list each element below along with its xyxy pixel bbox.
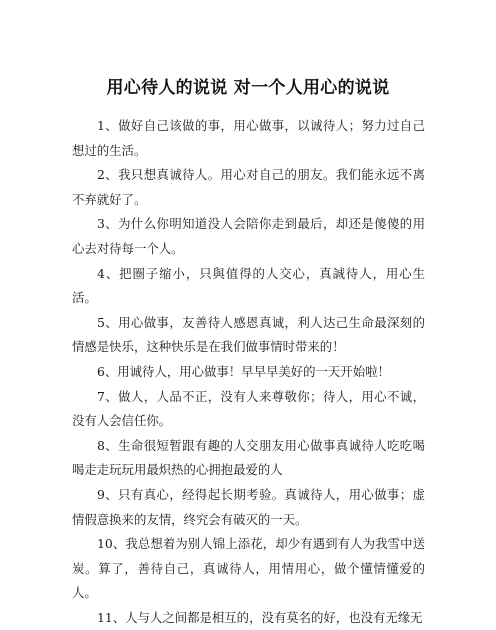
paragraph-9: 9、只有真心，经得起长期考验。真诚待人，用心做事；虚情假意换来的友情，终究会有破灭的一天。 [72,486,425,527]
page-title: 用心待人的说说 对一个人用心的说说 [106,78,390,98]
paragraph-7: 7、做人，人品不正，没有人来尊敬你；待人，用心不诚，没有人会信任你。 [72,388,425,429]
paragraph-11: 11、人与人之间都是相互的，没有莫名的好，也没有无缘无 [97,609,423,625]
paragraph-4: 4、把圈子缩小，只與值得的人交心，真誠待人，用心生活。 [72,265,425,306]
paragraph-6: 6、用诚待人，用心做事！早早早美好的一天开始啦！ [97,363,390,379]
paragraph-2: 2、我只想真诚待人。用心对自己的朋友。我们能永远不离不弃就好了。 [72,167,425,207]
article-body [72,114,425,630]
paragraph-10: 10、我总想着为别人锦上添花，却少有遇到有人为我雪中送炭。算了，善待自己，真诚待人，用情用心，做个懂情懂爱的人。 [72,536,425,601]
paragraph-1: 1、做好自己该做的事，用心做事，以诚待人；努力过自己想过的生活。 [72,118,425,158]
paragraph-3: 3、为什么你明知道没人会陪你走到最后，却还是傻傻的用心去对待每一个人。 [72,216,425,256]
paragraph-5: 5、用心做事，友善待人感恩真诚，利人达己生命最深刻的情感是快乐，这种快乐是在我们做事情时带来的！ [72,314,425,355]
paragraph-8: 8、生命很短暂跟有趣的人交朋友用心做事真诚待人吃吃喝喝走走玩玩用最炽热的心拥抱最爱的人 [72,437,425,478]
